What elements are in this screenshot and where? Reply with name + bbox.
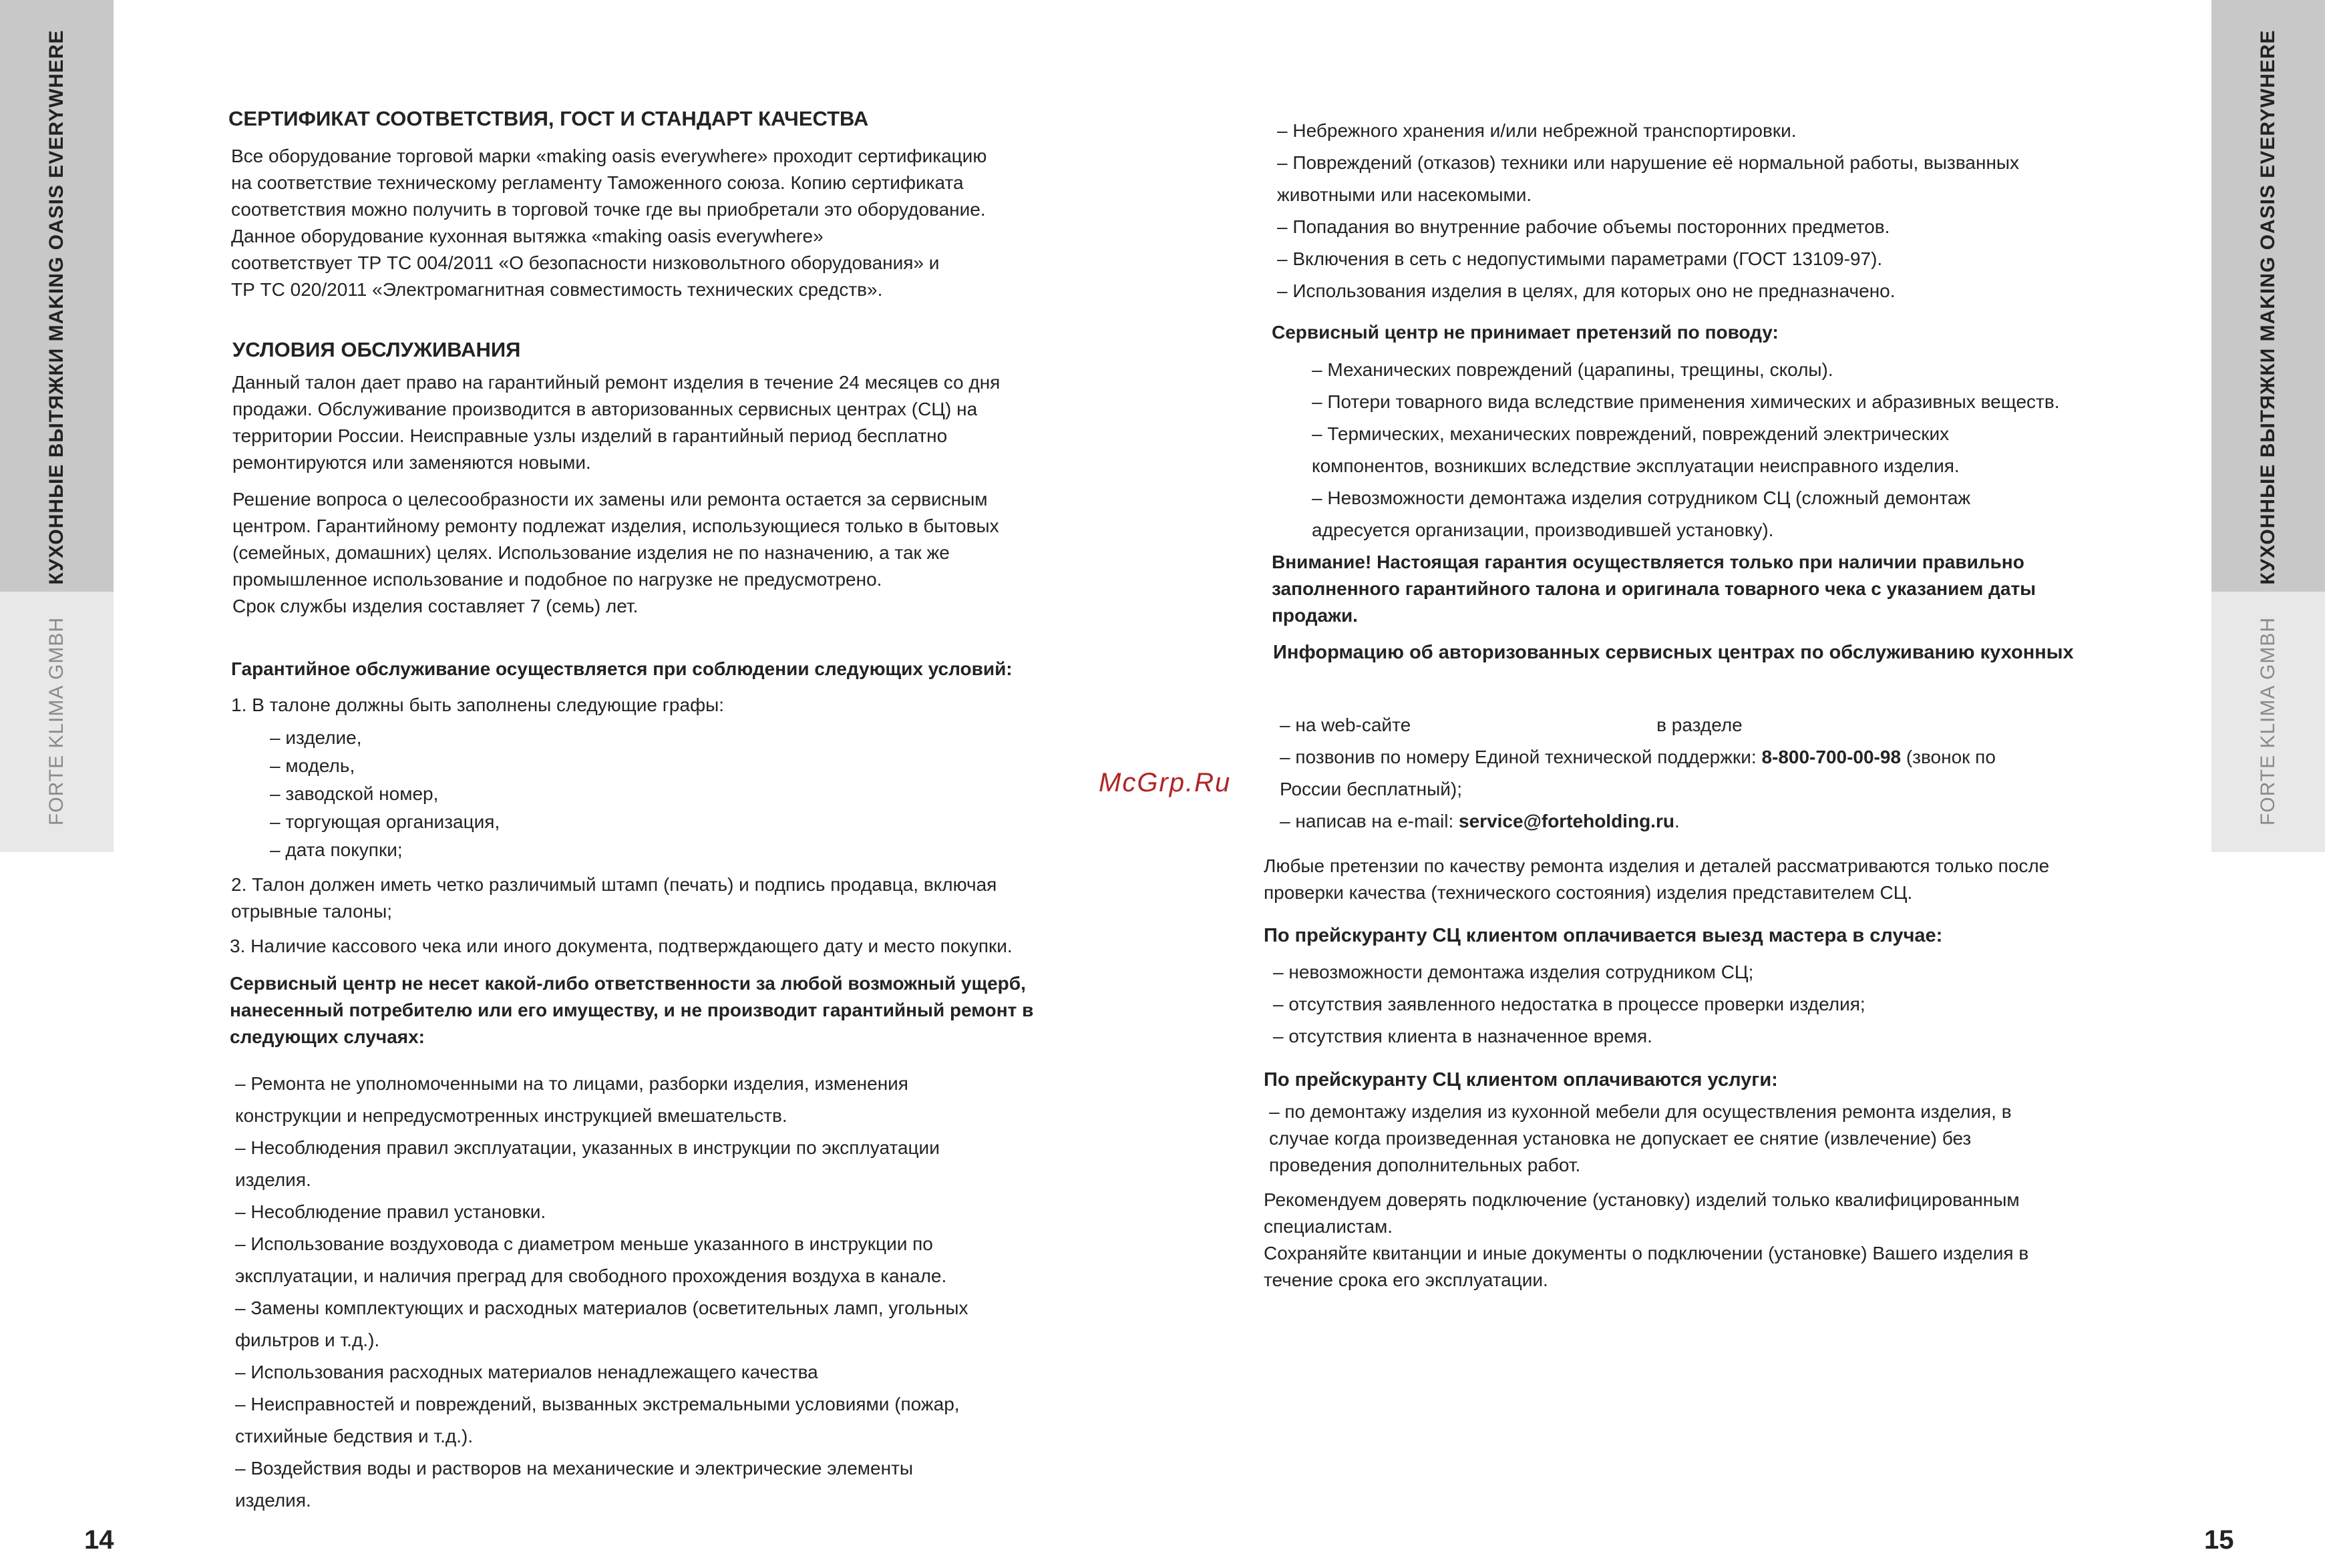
cert-section: [228, 106, 1070, 132]
list-item: – отсутствия заявленного недостатка в процессе проверки изделия;: [1273, 994, 1865, 1014]
phone-prefix: – позвонив по номеру Единой технической поддержки:: [1280, 747, 1757, 767]
service-body: [232, 369, 1074, 476]
text-line: – Замены комплектующих и расходных материалов (осветительных ламп, угольных: [235, 1298, 968, 1318]
visit-list: [1273, 956, 2141, 1052]
info-title: Информацию об авторизованных сервисных центрах по обслуживанию кухонных: [1273, 642, 2074, 663]
condition-3: [230, 933, 1111, 960]
page-number-left: 14: [84, 1525, 114, 1555]
web-section: в разделе: [1656, 715, 1743, 735]
text-line: Любые претензии по качеству ремонта изделия и деталей рассматриваются только после: [1264, 855, 2050, 876]
claims-section: [1272, 319, 2140, 346]
liability-cases: [235, 1068, 1103, 1517]
list-item: – дата покупки;: [270, 839, 403, 860]
text-line: 3. Наличие кассового чека или иного документа, подтверждающего дату и место покупки.: [230, 936, 1013, 956]
text-line: течение срока его эксплуатации.: [1264, 1269, 1548, 1290]
text-line: Данное оборудование кухонная вытяжка «making oasis everywhere»: [231, 226, 824, 246]
text-line: Сохраняйте квитанции и иные документы о подключении (установке) Вашего изделия в: [1264, 1243, 2029, 1263]
list-item: – отсутствия клиента в назначенное время.: [1273, 1026, 1652, 1046]
attention-note: [1272, 549, 2140, 629]
contact-list: [1280, 709, 2148, 837]
text-line: центром. Гарантийному ремонту подлежат изделия, использующиеся только в бытовых: [232, 516, 999, 536]
text-line: Внимание! Настоящая гарантия осуществляется только при наличии правильно: [1272, 552, 2024, 572]
text-line: Все оборудование торговой марки «making oasis everywhere» проходит сертификацию: [231, 146, 987, 166]
phone-suffix: (звонок по: [1906, 747, 1996, 767]
side-company-label: FORTE KLIMA GMBH: [2257, 616, 2279, 826]
service-title: УСЛОВИЯ ОБСЛУЖИВАНИЯ: [232, 338, 521, 361]
paid-title: По прейскуранту СЦ клиентом оплачиваются услуги:: [1264, 1069, 1778, 1091]
side-company-label: FORTE KLIMA GMBH: [45, 616, 67, 826]
text-line: – Использование воздуховода с диаметром меньше указанного в инструкции по: [235, 1233, 933, 1254]
list-item: – изделие,: [270, 727, 362, 748]
list-item: – модель,: [270, 755, 355, 776]
text-line: проверки качества (технического состояния) изделия представителем СЦ.: [1264, 882, 1913, 903]
email-prefix: – написав на e-mail:: [1280, 811, 1454, 831]
visit-title: По прейскуранту СЦ клиентом оплачивается выезд мастера в случае:: [1264, 925, 1943, 946]
cert-title: СЕРТИФИКАТ СООТВЕТСТВИЯ, ГОСТ И СТАНДАРТ КАЧЕСТВА: [228, 107, 869, 130]
page-number-right: 15: [2204, 1525, 2234, 1555]
text-line: – Воздействия воды и растворов на механические и электрические элементы: [235, 1458, 914, 1479]
web-line: [1280, 709, 2148, 741]
text-line: животными или насекомыми.: [1277, 184, 1532, 205]
cases-continued: [1277, 115, 2145, 307]
text-line: ремонтируются или заменяются новыми.: [232, 452, 591, 473]
recommendations: [1264, 1187, 2159, 1294]
text-line: – по демонтажу изделия из кухонной мебели для осуществления ремонта изделия, в: [1269, 1101, 2012, 1122]
list-item: – заводской номер,: [270, 783, 439, 804]
text-line: Рекомендуем доверять подключение (установку) изделий только квалифицированным: [1264, 1189, 2020, 1210]
condition-2: [231, 871, 1099, 925]
text-line: Решение вопроса о целесообразности их замены или ремонта остается за сервисным: [232, 489, 988, 510]
conditions-title: Гарантийное обслуживание осуществляется при соблюдении следующих условий:: [231, 658, 1013, 679]
email-suffix: .: [1674, 811, 1680, 831]
text-line: соответствия можно получить в торговой точке где вы приобретали это оборудование.: [231, 199, 986, 220]
decision-body: [232, 486, 1074, 620]
email-line: [1280, 805, 2148, 837]
text-line: – Термических, механических повреждений, повреждений электрических: [1312, 423, 1950, 444]
text-line: Срок службы изделия составляет 7 (семь) лет.: [232, 596, 639, 616]
text-line: Сервисный центр не несет какой-либо ответственности за любой возможный ущерб,: [230, 973, 1026, 994]
web-prefix: – на web-сайте: [1280, 715, 1411, 735]
phone-number[interactable]: 8-800-700-00-98: [1761, 747, 1902, 767]
text-line: стихийные бедствия и т.д.).: [235, 1426, 474, 1446]
side-brand-label: КУХОННЫЕ ВЫТЯЖКИ MAKING OASIS EVERYWHERE: [45, 29, 67, 585]
text-line: – Невозможности демонтажа изделия сотрудником СЦ (сложный демонтаж: [1312, 487, 1971, 508]
phone-line: [1280, 741, 2148, 773]
condition-1-list: [270, 724, 871, 864]
text-line: – Ремонта не уполномоченными на то лицами, разборки изделия, изменения: [235, 1073, 908, 1094]
text-line: адресуется организации, производившей установку).: [1312, 520, 1774, 540]
text-line: продажи.: [1272, 605, 1358, 626]
text-line: следующих случаях:: [230, 1026, 425, 1047]
text-line: случае когда произведенная установка не допускает ее снятие (извлечение) без: [1269, 1128, 1972, 1149]
liability-section: [230, 970, 1111, 1050]
text-line: – Несоблюдение правил установки.: [235, 1201, 546, 1222]
text-line: продажи. Обслуживание производится в авторизованных сервисных центрах (СЦ) на: [232, 399, 978, 419]
text-line: соответствует ТР ТС 004/2011 «О безопасности низковольтного оборудования» и: [231, 252, 940, 273]
text-line: отрывные талоны;: [231, 901, 392, 922]
email-link[interactable]: service@forteholding.ru: [1459, 811, 1674, 831]
text-line: – Несоблюдения правил эксплуатации, указанных в инструкции по эксплуатации: [235, 1137, 940, 1158]
text-line: изделия.: [235, 1169, 311, 1190]
text-line: 2. Талон должен иметь четко различимый штамп (печать) и подпись продавца, включая: [231, 874, 997, 895]
text-line: – Повреждений (отказов) техники или нарушение её нормальной работы, вызванных: [1277, 152, 2020, 173]
text-line: фильтров и т.д.).: [235, 1330, 380, 1350]
side-brand-label: КУХОННЫЕ ВЫТЯЖКИ MAKING OASIS EVERYWHERE: [2257, 29, 2279, 585]
text-line: России бесплатный);: [1280, 779, 1462, 799]
paid-section: [1264, 1066, 2159, 1093]
text-line: промышленное использование и подобное по нагрузке не предусмотрено.: [232, 569, 882, 590]
text-line: – Включения в сеть с недопустимыми параметрами (ГОСТ 13109-97).: [1277, 248, 1883, 269]
text-line: на соответствие техническому регламенту Таможенного союза. Копию сертификата: [231, 172, 964, 193]
text-line: специалистам.: [1264, 1216, 1393, 1237]
visit-section: [1264, 922, 2159, 949]
text-line: заполненного гарантийного талона и оригинала товарного чека с указанием даты: [1272, 578, 2036, 599]
text-line: изделия.: [235, 1490, 311, 1511]
text-line: – Использования расходных материалов ненадлежащего качества: [235, 1362, 818, 1382]
list-item: – торгующая организация,: [270, 811, 500, 832]
text-line: эксплуатации, и наличия преград для свободного прохождения воздуха в канале.: [235, 1265, 947, 1286]
paid-list: [1269, 1099, 2151, 1179]
list-item: – невозможности демонтажа изделия сотрудником СЦ;: [1273, 962, 1754, 982]
watermark: McGrp.Ru: [1099, 768, 1232, 797]
cert-body: [231, 143, 1073, 303]
claims-review: [1264, 853, 2159, 906]
text-line: – Потери товарного вида вследствие применения химических и абразивных веществ.: [1312, 391, 2060, 412]
conditions-section: [231, 656, 1099, 682]
info-section: [1273, 639, 2155, 666]
service-section: [232, 337, 1074, 363]
text-line: Данный талон дает право на гарантийный ремонт изделия в течение 24 месяцев со дня: [232, 372, 1001, 393]
text-line: проведения дополнительных работ.: [1269, 1155, 1581, 1175]
claims-list: [1312, 354, 2180, 546]
claims-title: Сервисный центр не принимает претензий по поводу:: [1272, 322, 1779, 343]
text-line: компонентов, возникших вследствие эксплуатации неисправного изделия.: [1312, 455, 1960, 476]
text-line: ТР ТС 020/2011 «Электромагнитная совместимость технических средств».: [231, 279, 883, 300]
text-line: – Попадания во внутренние рабочие объемы посторонних предметов.: [1277, 216, 1890, 237]
text-line: – Использования изделия в целях, для которых оно не предназначено.: [1277, 280, 1896, 301]
text-line: конструкции и непредусмотренных инструкцией вмешательств.: [235, 1105, 787, 1126]
condition-1: 1. В талоне должны быть заполнены следующие графы:: [231, 695, 725, 715]
conditions-body: [231, 692, 1099, 719]
text-line: нанесенный потребителю или его имуществу, и не производит гарантийный ремонт в: [230, 1000, 1034, 1020]
text-line: (семейных, домашних) целях. Использование изделия не по назначению, а так же: [232, 542, 950, 563]
text-line: – Механических повреждений (царапины, трещины, сколы).: [1312, 359, 1833, 380]
text-line: – Неисправностей и повреждений, вызванных экстремальными условиями (пожар,: [235, 1394, 960, 1414]
text-line: – Небрежного хранения и/или небрежной транспортировки.: [1277, 120, 1797, 141]
text-line: территории России. Неисправные узлы изделий в гарантийный период бесплатно: [232, 425, 948, 446]
